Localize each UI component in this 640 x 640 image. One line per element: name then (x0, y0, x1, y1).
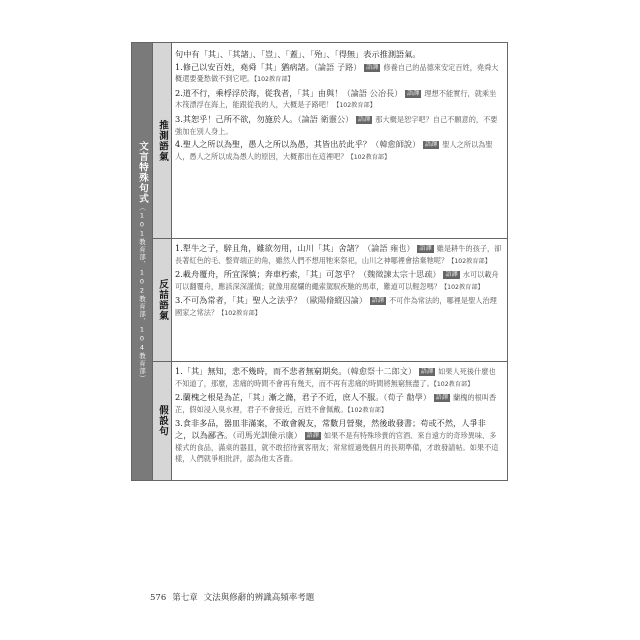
translation-badge: 語譯 (445, 271, 458, 279)
section-content-speculative (175, 49, 502, 165)
example-quote: 4.聖人之所以為聖，愚人之所以為愚，其皆出於此乎？ (175, 139, 372, 150)
grammar-table (131, 42, 508, 481)
translation-badge: 語譯 (420, 368, 434, 375)
example-translation: 不可作為常法的，哪裡是聖人治理國家之常法？ (175, 296, 497, 317)
example-source: （司馬光訓儉示康） (232, 429, 302, 440)
translation-badge: 語譯 (419, 245, 432, 252)
section-intro: 句中有「其」、「其諸」、「豈」、「蓋」、「殆」、「得無」表示推測語氣。 (175, 49, 421, 59)
example-translation: 雖是耕牛的孩子，卻長著紅色的毛、整齊端正的角，雖然人們不想用牠來祭祀，山川之神哪裡會捨棄牠呢？ (175, 244, 502, 265)
chapter-label: 第七章 (172, 593, 198, 603)
exam-tag: 【102教育部】 (347, 406, 388, 414)
category-cell-hypothetical (153, 362, 172, 480)
example-item (175, 269, 502, 293)
example-source: （歐陽脩縱囚論） (301, 295, 368, 306)
example-item (175, 392, 502, 416)
example-source: （韓愈祭十二郎文） (346, 366, 417, 376)
translation-badge: 語譯 (366, 63, 379, 71)
example-translation: 如果人死後什麼也不知道了，那麼，悲痛的時間不會再有幾天，而不再有悲痛的時間將無窮無盡了。 (175, 367, 496, 388)
example-source: （荀子 勸學） (383, 392, 432, 403)
exam-tag: 【102教育部】 (448, 257, 491, 265)
main-heading-note: （101教育部、102教育部、104教育部） (138, 203, 146, 383)
example-source: （論語 公冶長） (342, 87, 403, 98)
example-quote: 2.道不行，乘桴浮於海，從我者，「其」由與！ (175, 87, 343, 98)
section-content-rhetorical (175, 243, 502, 322)
example-source: （論語 衛靈公） (297, 113, 354, 124)
example-translation: 那大概是恕字吧？自己不願意的，不要強加在別人身上。 (175, 114, 498, 136)
translation-badge: 語譯 (306, 431, 319, 439)
translation-badge: 語譯 (371, 297, 385, 305)
translation-badge: 語譯 (357, 115, 371, 123)
example-item (175, 366, 502, 390)
example-source: （論語 雍也） (362, 243, 415, 253)
example-quote: 3.不可為常者，「其」聖人之法乎？ (175, 295, 302, 306)
exam-tag: 【102教育部】 (333, 102, 376, 110)
example-item (175, 243, 502, 267)
example-item (175, 88, 502, 112)
example-item (175, 62, 502, 86)
exam-tag: 【102教育部】 (218, 309, 261, 317)
row-divider (172, 238, 507, 239)
page-number: 576 (150, 593, 167, 603)
example-translation: 修養自己的品德來安定百姓，堯舜大概還要憂愁做不到它吧。 (175, 62, 499, 84)
example-quote: 2.蘭槐之根是為芷，「其」漸之滫，君子不近，庶人不服。 (175, 392, 384, 403)
example-quote: 1.「其」無知，悲不幾時，而不悲者無窮期矣。 (175, 366, 347, 376)
example-source: （魏徵諫太宗十思疏） (358, 269, 441, 280)
example-quote: 2.載舟覆舟，所宜深慎；奔車朽索，「其」可忽乎？ (175, 269, 359, 280)
example-quote: 1.犁牛之子，騂且角，雖欲勿用，山川「其」舍諸？ (175, 243, 363, 253)
category-label: 假設句 (157, 405, 168, 437)
example-item (175, 295, 502, 319)
example-quote: 1.修己以安百姓，堯舜「其」猶病諸。 (175, 61, 314, 72)
example-quote: 3.食非多品，器皿非滿案，不敢會親友，常數月營聚，然後敢發書；苟或不然，人爭非之，以為鄙吝。 (175, 418, 486, 440)
translation-badge: 語譯 (424, 141, 438, 149)
main-heading: 文言特殊句式 (137, 140, 148, 204)
example-translation: 如果不是有特殊珍貴的官酒、來自遠方的奇珍異味、多樣式的食品，滿桌的器皿，就不敢招待賓客朋友；常常經過幾個月的長期準備，才敢發請帖。如果不這樣，人們就爭相批評，認為他太吝嗇。 (175, 430, 499, 464)
example-item (175, 418, 502, 464)
example-translation: 聖人之所以為聖人，愚人之所以成為愚人的原因，大概都出在這裡吧？ (175, 140, 493, 161)
section-content-hypothetical (175, 366, 502, 467)
exam-tag: 【102教育部】 (440, 283, 484, 291)
exam-tag: 【102教育部】 (347, 153, 391, 161)
example-source: （論語 子路） (313, 61, 362, 72)
exam-tag: 【102教育部】 (254, 76, 294, 84)
example-source: （韓愈師說） (371, 139, 421, 150)
row-divider (172, 361, 507, 362)
chapter-title: 文法與修辭的辨識高頻率考題 (203, 593, 315, 603)
page-footer (150, 591, 320, 603)
category-label: 反詰語氣 (157, 279, 168, 321)
example-item (175, 139, 502, 163)
category-cell-rhetorical (153, 239, 172, 362)
translation-badge: 語譯 (435, 394, 449, 402)
category-label: 推測語氣 (157, 119, 168, 162)
example-quote: 3.其恕乎！己所不欲，勿施於人。 (175, 113, 298, 124)
translation-badge: 語譯 (407, 89, 420, 97)
main-heading-column (132, 43, 153, 480)
exam-tag: 【102教育部】 (433, 380, 474, 388)
category-cell-speculative (153, 43, 172, 239)
example-translation: 水可以載舟可以翻覆舟，應該深深謹慎；就像用腐爛的繩索駕馭疾馳的馬車，難道可以輕忽嗎？ (175, 270, 499, 291)
example-translation: 理想不能實行，就乘坐木筏漂浮在海上，能跟從我的人，大概是子路吧！ (175, 88, 497, 110)
example-item (175, 114, 502, 137)
example-translation: 蘭槐的根叫香芷，假如浸入臭水裡，君子不會接近，百姓不會佩戴。 (175, 393, 497, 414)
